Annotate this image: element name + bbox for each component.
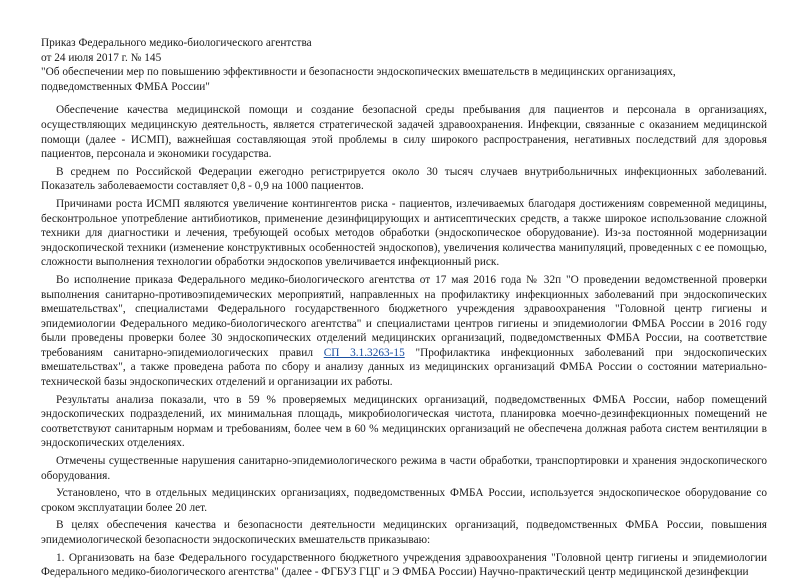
order-title: "Об обеспечении мер по повышению эффективности и безопасности эндоскопических вмешательств в медицинских организациях, подведомственных ФМБА России" bbox=[41, 66, 676, 93]
paragraph-equipment-age: Установлено, что в отдельных медицинских организациях, подведомственных ФМБА России, используется эндоскопическое оборудование со сроком эксплуатации более 20 лет. bbox=[41, 487, 767, 514]
inspection-text-after: "Профилактика инфекционных заболеваний при эндоскопических вмешательствах", а также проведена работа по сбору и анализу данных из медицинских организаций ФМБА России о состоянии материально-технической базы эндоскопических отделений и организации их работы. bbox=[41, 346, 767, 389]
order-date-number: от 24 июля 2017 г. № 145 bbox=[41, 51, 162, 64]
paragraph-quality: Обеспечение качества медицинской помощи и создание безопасной среды пребывания для пациентов и персонала в организациях, осуществляющих медицинскую деятельность, является стратегической задачей здравоохранения. Инфекции, связанные с оказанием медицинской помощи (далее - ИСМП), важнейшая составляющая этой проблемы в силу широкого распространения, негативных последствий для здоровья пациентов, персонала и экономики государства. bbox=[41, 104, 767, 161]
paragraph-item-1: 1. Организовать на базе Федерального государственного бюджетного учреждения здравоохранения "Головной центр гигиены и эпидемиологии Федерального медико-биологического агентства" (далее - ФГБУЗ ГЦГ и Э ФМБА России) Научно-практический центр медицинской дезинфекции bbox=[41, 551, 767, 579]
order-issuer: Приказ Федерального медико-биологического агентства bbox=[41, 37, 312, 49]
paragraph-violations: Отмечены существенные нарушения санитарно-эпидемиологического режима в части обработки, транспортировки и хранения эндоскопического оборудования. bbox=[41, 455, 767, 482]
document-page bbox=[41, 36, 767, 583]
document-header bbox=[41, 36, 767, 94]
paragraph-order-intro: В целях обеспечения качества и безопасности деятельности медицинских организаций, подведомственных ФМБА России, повышения эпидемиологической безопасности эндоскопических вмешательств приказываю: bbox=[41, 519, 767, 546]
paragraph-statistics: В среднем по Российской Федерации ежегодно регистрируется около 30 тысяч случаев внутрибольничных инфекционных заболеваний. Показатель заболеваемости составляет 0,8 - 0,9 на 1000 пациентов. bbox=[41, 165, 767, 193]
inspection-text-before: Во исполнение приказа Федерального медико-биологического агентства от 17 мая 2016 года № 32п "О проведении ведомственной проверки выполнения санитарно-противоэпидемических мероприятий, направленных на профилактику инфекционных заболеваний при эндоскопических вмешательствах", специалистами Федерального государственного бюджетного учреждения здравоохранения "Головной центр гигиены и эпидемиологии Федерального медико-биологического агентства" и специалистами центров гигиены и эпидемиологии ФМБА России в 2016 году были проведены проверки более 30 эндоскопических отделений медицинских организаций, подведомственных ФМБА России, на соответствие требованиям санитарно-эпидемиологических правил bbox=[41, 273, 767, 359]
document-body bbox=[41, 103, 767, 579]
paragraph-results: Результаты анализа показали, что в 59 % проверяемых медицинских организаций, подведомственных ФМБА России, набор помещений эндоскопических подразделений, их минимальная площадь, микробиологическая чистота, планировка моечно-дезинфекционных помещений не соответствуют санитарным нормам и требованиям, более чем в 60 % медицинских организаций не обеспечена должная работа систем вентиляции в эндоскопических отделениях. bbox=[41, 393, 767, 450]
paragraph-causes: Причинами роста ИСМП являются увеличение контингентов риска - пациентов, излечиваемых благодаря достижениям современной медицины, бесконтрольное употребление антибиотиков, применение дезинфицирующих и антисептических средств, а также широкое использование сложной техники для диагностики и лечения, требующей особых методов обработки (эндоскопическое оборудование). Из-за постоянной модернизации эндоскопической техники (изменение конструктивных особенностей эндоскопов), увеличения количества манипуляций, проведенных с ее помощью, сложности выполнения технологии обработки эндоскопов увеличивается инфекционный риск. bbox=[41, 197, 767, 269]
paragraph-inspection bbox=[41, 273, 767, 390]
sanitary-rules-link[interactable]: СП 3.1.3263-15 bbox=[323, 346, 405, 359]
